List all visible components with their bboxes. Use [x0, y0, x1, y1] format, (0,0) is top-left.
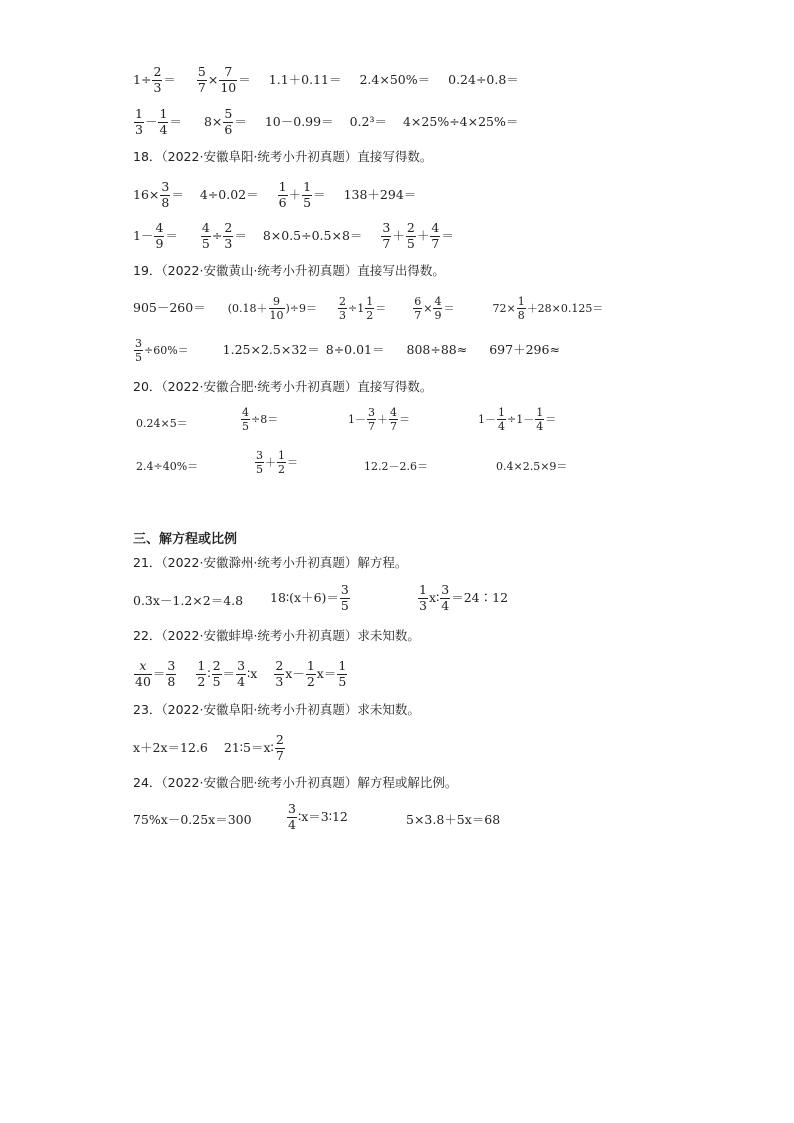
expr-text: ÷1: [348, 302, 365, 315]
q19-row-2: [133, 338, 560, 363]
operator: ＋: [288, 186, 302, 202]
expr-text: 697＋296≈: [489, 342, 560, 358]
expr-text: 12.2－2.6＝: [364, 460, 428, 473]
fraction: $\frac{1}{3}$: [135, 106, 143, 137]
expr-text: 5×3.8＋5x＝68: [406, 812, 501, 827]
fraction: $\frac{3}{4}$: [237, 658, 246, 689]
fraction: $\frac{1}{4}$: [159, 106, 168, 137]
fraction: $\frac{2}{3}$: [339, 295, 347, 322]
expr-text: ÷60%＝: [144, 344, 189, 357]
expr-text: ÷1－: [507, 413, 535, 426]
expr-text: 4÷0.02＝: [199, 186, 259, 202]
operator: ÷: [211, 227, 223, 243]
equals: ＝: [545, 413, 557, 426]
question-22-header: 22．（2022·安徽蚌埠·统考小升初真题）求未知数。: [133, 628, 420, 643]
expr-text: 1.1＋0.11＝: [268, 71, 342, 87]
oral-calc-row-2: [133, 108, 518, 136]
fraction: $\frac{2}{5}$: [406, 220, 415, 251]
expr-text: x＋2x＝12.6: [133, 739, 208, 755]
fraction: $\frac{x}{40}$: [135, 658, 151, 689]
expr-text: 21∶5＝x∶: [223, 739, 274, 755]
fraction: $\frac{1}{4}$: [536, 406, 544, 433]
expr-text: 905－260＝: [133, 300, 206, 316]
question-23-header: 23．（2022·安徽阜阳·统考小升初真题）求未知数。: [133, 702, 420, 717]
fraction: $\frac{3}{5}$: [135, 337, 142, 364]
equals: ＝: [441, 227, 454, 243]
question-20-header: 20．（2022·安徽合肥·统考小升初真题）直接写得数。: [133, 379, 433, 394]
equals: ＝: [399, 413, 410, 426]
question-24-header: 24．（2022·安徽合肥·统考小升初真题）解方程或解比例。: [133, 775, 458, 790]
equals: ＝: [287, 456, 298, 469]
fraction: $\frac{1}{4}$: [498, 406, 505, 433]
equals: ＝: [375, 302, 387, 315]
equals: ＝: [234, 113, 247, 129]
fraction: $\frac{6}{7}$: [414, 295, 422, 322]
expr-text: 2.4÷40%＝: [136, 460, 199, 473]
operator: ＋: [416, 227, 430, 243]
expr-text: 0.4×2.5×9＝: [496, 460, 568, 473]
oral-calc-row-1: [133, 66, 519, 94]
q21-item-3: [417, 584, 508, 612]
equals: ＝: [443, 302, 455, 315]
expr-text: 2.4×50%＝: [359, 71, 431, 87]
fraction: $\frac{3}{4}$: [441, 582, 450, 613]
expr-text: 808÷88≈: [406, 342, 468, 358]
equals: ＝: [222, 665, 236, 681]
operator: ∶: [207, 665, 211, 681]
equals: ＝: [152, 665, 166, 681]
fraction: $\frac{3}{7}$: [368, 406, 375, 433]
expr-text: 0.3x－1.2×2＝4.8: [133, 593, 244, 608]
fraction: $\frac{4}{9}$: [434, 295, 442, 322]
expr-text: 138＋294＝: [343, 186, 417, 202]
expr-text: ＋28×0.125＝: [526, 302, 604, 315]
fraction: $\frac{5}{6}$: [224, 106, 233, 137]
q24-item-2: [286, 803, 348, 831]
q20-item-3: [348, 407, 410, 432]
fraction: $\frac{3}{8}$: [161, 179, 170, 210]
fraction: $\frac{2}{3}$: [275, 658, 284, 689]
expr-text: x－: [285, 665, 305, 681]
expr-text: 8×: [203, 113, 223, 129]
operator: ＋: [377, 413, 388, 426]
fraction: $\frac{1}{5}$: [303, 179, 312, 210]
question-21-header: 21．（2022·安徽滁州·统考小升初真题）解方程。: [133, 555, 408, 570]
expr-text: )÷9＝: [285, 302, 318, 315]
expr-text: 1÷: [133, 71, 152, 87]
expr-text: 8÷0.01＝: [325, 342, 385, 358]
fraction: $\frac{1}{6}$: [278, 179, 287, 210]
section-3-title: 三、解方程或比例: [133, 532, 238, 547]
equals: ＝: [163, 71, 176, 87]
q18-row-1: [133, 181, 416, 209]
fraction: $\frac{3}{7}$: [382, 220, 391, 251]
expr-text: 1－: [133, 227, 154, 243]
expr-text: 1－: [478, 413, 496, 426]
fraction: $\frac{2}{7}$: [275, 732, 284, 763]
fraction: $\frac{4}{5}$: [201, 220, 210, 251]
operator: ×: [207, 71, 219, 87]
fraction: $\frac{4}{9}$: [155, 220, 164, 251]
q19-row-1: [133, 296, 603, 321]
q20-item-4: [478, 407, 556, 432]
expr-text: 72×: [492, 302, 516, 315]
equals: ＝: [171, 186, 184, 202]
expr-text: 18∶(x＋6)＝: [270, 589, 339, 605]
expr-text: 16×: [133, 186, 160, 202]
fraction: $\frac{5}{7}$: [197, 64, 206, 95]
operator: －: [144, 113, 158, 129]
expr-text: 75%x－0.25x＝300: [133, 812, 252, 827]
fraction: $\frac{1}{2}$: [197, 658, 206, 689]
equals: ＝: [169, 113, 182, 129]
fraction: $\frac{3}{5}$: [340, 582, 349, 613]
equals: ＝: [165, 227, 178, 243]
expr-text: 0.24÷0.8＝: [448, 71, 519, 87]
fraction: $\frac{4}{7}$: [390, 406, 397, 433]
fraction: $\frac{3}{4}$: [288, 801, 296, 832]
expr-text: 4×25%÷4×25%＝: [402, 113, 519, 129]
expr-text: ∶x: [247, 665, 258, 681]
operator: ×: [423, 302, 433, 315]
expr-text: 0.24×5＝: [136, 417, 188, 430]
expr-text: x＝: [316, 665, 337, 681]
expr-text: ÷8＝: [251, 413, 279, 426]
expr-text: x∶: [428, 589, 440, 605]
fraction: $\frac{2}{5}$: [212, 658, 221, 689]
question-18-header: 18．（2022·安徽阜阳·统考小升初真题）直接写得数。: [133, 149, 433, 164]
operator: ＋: [265, 456, 276, 469]
q20-item-2: [240, 407, 278, 432]
fraction: $\frac{1}{5}$: [338, 658, 347, 689]
fraction: $\frac{4}{5}$: [242, 406, 249, 433]
expr-text: 10－0.99＝: [264, 113, 334, 129]
expr-text: 1－: [348, 413, 366, 426]
operator: ＋: [392, 227, 405, 243]
fraction: $\frac{4}{7}$: [431, 220, 440, 251]
fraction: $\frac{3}{8}$: [167, 658, 176, 689]
fraction: $\frac{3}{5}$: [256, 449, 263, 476]
question-19-header: 19．（2022·安徽黄山·统考小升初真题）直接写出得数。: [133, 263, 445, 278]
q22-row: [133, 660, 348, 688]
expr-text: 0.2³＝: [349, 113, 387, 129]
expr-text: ∶x＝3∶12: [297, 808, 348, 824]
fraction: $\frac{1}{3}$: [419, 582, 427, 613]
fraction: $\frac{7}{10}$: [220, 64, 237, 95]
expr-text: ＝24∶12: [451, 589, 509, 605]
expr-text: 1.25×2.5×32＝: [222, 342, 320, 358]
equals: ＝: [313, 186, 326, 202]
fraction: $\frac{1}{2}$: [366, 295, 374, 322]
q21-item-2: [270, 584, 351, 612]
equals: ＝: [234, 227, 247, 243]
fraction: $\frac{1}{2}$: [306, 658, 315, 689]
expr-text: (0.18＋: [227, 302, 268, 315]
q18-row-2: [133, 222, 454, 250]
fraction: $\frac{9}{10}$: [269, 295, 284, 322]
q23-row: [133, 734, 286, 762]
equals: ＝: [238, 71, 251, 87]
fraction: $\frac{1}{8}$: [517, 295, 525, 322]
fraction: $\frac{1}{2}$: [278, 449, 285, 476]
expr-text: 8×0.5÷0.5×8＝: [262, 227, 363, 243]
fraction: $\frac{2}{3}$: [224, 220, 233, 251]
fraction: $\frac{2}{3}$: [153, 64, 162, 95]
q20-item-6: [254, 450, 298, 475]
